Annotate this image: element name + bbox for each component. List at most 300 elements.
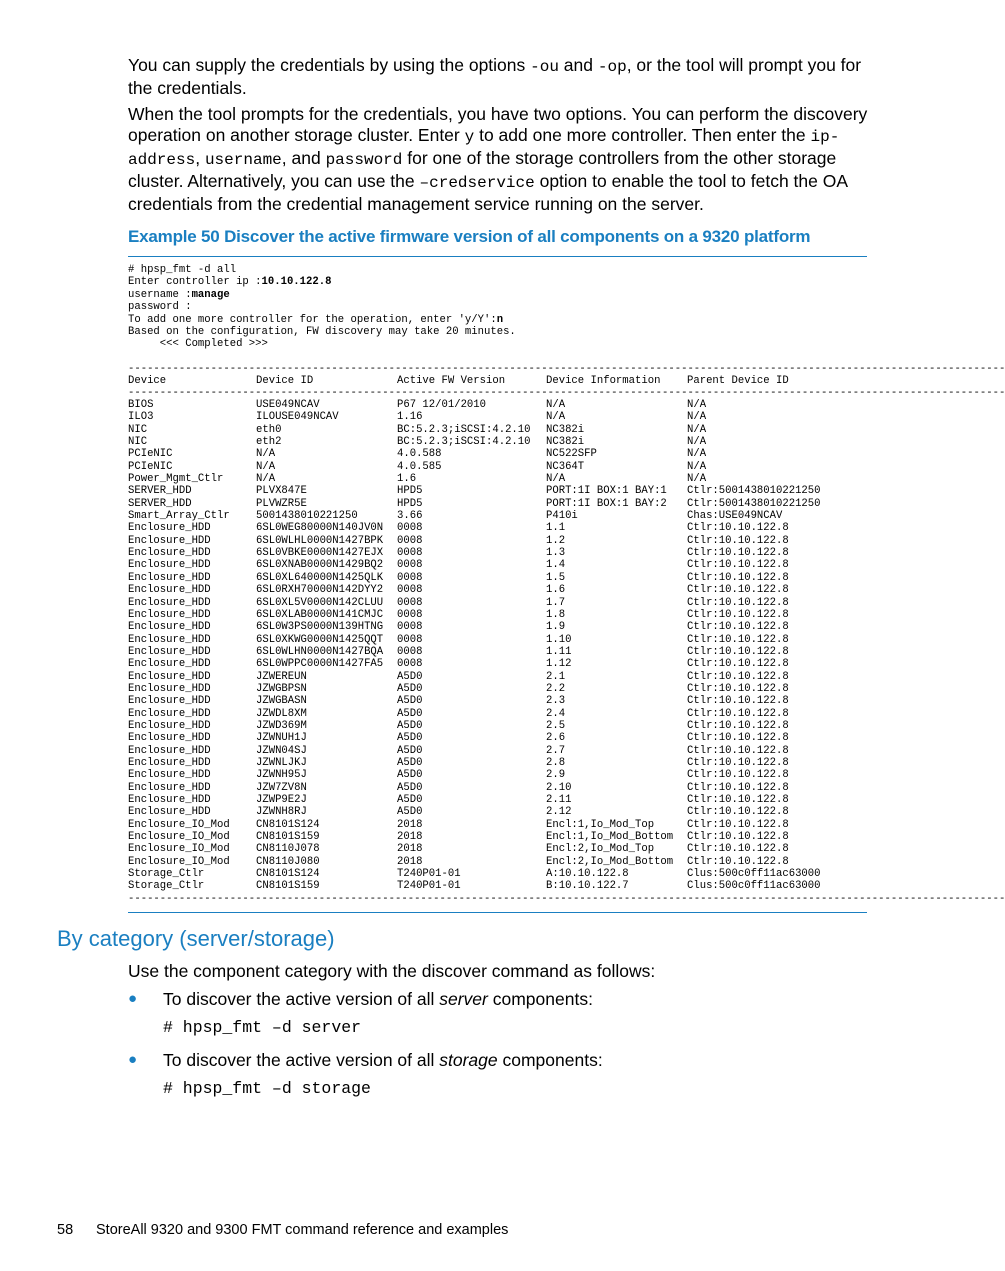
table-cell: N/A [687,436,707,449]
table-cell: Storage_Ctlr [128,880,205,893]
table-cell: 2.7 [546,744,566,757]
table-cell: 6SL0XL640000N1425QLK [256,571,384,584]
table-row [128,880,867,892]
table-row [128,658,867,670]
table-cell: 0008 [397,559,423,572]
table-row [128,535,867,547]
table-row [128,831,867,843]
table-cell: 0008 [397,547,423,560]
table-cell: Enclosure_HDD [128,559,211,572]
table-cell: A5D0 [397,806,423,819]
table-row [128,695,867,707]
table-cell: Encl:2,Io_Mod_Bottom [546,855,674,868]
table-cell: N/A [687,423,707,436]
table-row [128,547,867,559]
table-cell: Ctlr:10.10.122.8 [687,608,789,621]
table-row [128,597,867,609]
table-cell: Enclosure_IO_Mod [128,818,230,831]
table-cell: Enclosure_HDD [128,547,211,560]
table-cell: JZWGBPSN [256,682,307,695]
table-cell: Enclosure_HDD [128,744,211,757]
table-cell: 1.10 [546,633,572,646]
session-line: # hpsp_fmt -d all [128,264,237,276]
table-row [128,473,867,485]
table-row [128,683,867,695]
table-cell: N/A [687,411,707,424]
option-op: -op [597,58,627,76]
table-cell: Ctlr:10.10.122.8 [687,658,789,671]
table-cell: Ctlr:10.10.122.8 [687,621,789,634]
table-cell: Ctlr:10.10.122.8 [687,682,789,695]
table-cell: 1.12 [546,658,572,671]
session-line: <<< Completed >>> [128,338,268,351]
table-cell: 1.7 [546,596,566,609]
table-cell: Encl:1,Io_Mod_Bottom [546,831,674,844]
table-cell: Ctlr:10.10.122.8 [687,571,789,584]
table-cell: 2.8 [546,756,566,769]
table-cell: CN8101S159 [256,831,320,844]
table-cell: Ctlr:10.10.122.8 [687,719,789,732]
table-cell: 1.6 [546,584,566,597]
table-cell: 2.4 [546,707,566,720]
table-cell: 2018 [397,818,423,831]
table-cell: 2.11 [546,794,572,806]
emphasis: storage [439,1050,498,1070]
table-cell: Ctlr:10.10.122.8 [687,670,789,683]
column-header: Parent Device ID [687,375,789,387]
column-header: Device [128,375,167,387]
session-line [128,289,516,301]
table-cell: 1.16 [397,411,423,424]
table-cell: BC:5.2.3;iSCSI:4.2.10 [397,436,531,449]
table-cell: 0008 [397,571,423,584]
table-row [128,806,867,818]
table-cell: Ctlr:10.10.122.8 [687,744,789,757]
table-cell: USE049NCAV [256,399,320,411]
table-cell: NC382i [546,436,585,449]
table-cell: A5D0 [397,732,423,745]
table-cell: PCIeNIC [128,460,173,473]
table-row [128,646,867,658]
table-cell: Ctlr:10.10.122.8 [687,707,789,720]
table-cell: Encl:1,Io_Mod_Top [546,818,655,831]
table-row [128,794,867,806]
table-header [128,375,867,387]
page-number: 58 [57,1222,74,1238]
table-cell: 6SL0WLHL0000N1427BPK [256,534,384,547]
table-cell: A5D0 [397,769,423,782]
intro-paragraph-1 [128,55,870,99]
text-span: for one of the storage controllers from the other storage cluster. Alternatively, you can use the [128,148,837,191]
firmware-table [128,399,867,893]
table-cell: Ctlr:10.10.122.8 [687,596,789,609]
session-line: password : [128,301,192,314]
table-cell: 2.1 [546,670,566,683]
text-span: components: [487,989,593,1009]
table-row [128,769,867,781]
bullet-storage [163,1050,603,1071]
table-cell: 0008 [397,658,423,671]
table-row [128,720,867,732]
table-cell: 0008 [397,633,423,646]
table-cell: Power_Mgmt_Ctlr [128,473,224,486]
table-cell: Ctlr:10.10.122.8 [687,559,789,572]
code-ip-address: ip-address [128,128,840,169]
table-cell: CN8101S124 [256,868,320,881]
username-input-value: manage [191,288,230,301]
footer-text: StoreAll 9320 and 9300 FMT command reference and examples [96,1222,509,1238]
table-cell: Clus:500c0ff11ac63000 [687,868,821,881]
table-cell: CN8101S124 [256,818,320,831]
table-cell: Ctlr:10.10.122.8 [687,781,789,794]
table-cell: Enclosure_HDD [128,695,211,708]
example-title: Example 50 Discover the active firmware version of all components on a 9320 platform [128,227,811,246]
table-cell: NC522SFP [546,448,597,461]
table-cell: 2.3 [546,695,566,708]
code-y: y [464,128,475,146]
table-cell: Enclosure_HDD [128,794,211,806]
text-span: To add one more controller for the operation, enter 'y/Y': [128,313,497,326]
table-cell: P410i [546,510,578,523]
table-cell: Enclosure_HDD [128,608,211,621]
table-cell: 6SL0XNAB0000N1429BQ2 [256,559,384,572]
table-cell: Smart_Array_Ctlr [128,510,230,523]
table-cell: N/A [546,411,566,424]
table-cell: Ctlr:10.10.122.8 [687,645,789,658]
text-span: to add one more controller. Then enter the [474,125,811,145]
table-cell: JZWGBASN [256,695,307,708]
table-row [128,424,867,436]
table-cell: T240P01-01 [397,880,461,893]
table-cell: Encl:2,Io_Mod_Top [546,843,655,856]
table-row [128,559,867,571]
table-cell: Enclosure_IO_Mod [128,831,230,844]
emphasis: server [439,989,488,1009]
table-row [128,399,867,411]
table-cell: 2.12 [546,806,572,819]
ip-input-value: 10.10.122.8 [261,276,332,289]
table-separator-bottom: ------------------------------------------------------------------------------------------------------------------------------------------ [128,893,1005,905]
table-cell: Ctlr:10.10.122.8 [687,547,789,560]
table-cell: A5D0 [397,744,423,757]
table-cell: JZWNUH1J [256,732,307,745]
table-cell: PLVX847E [256,485,307,498]
table-cell: Ctlr:5001438010221250 [687,497,821,510]
table-separator-top: ------------------------------------------------------------------------------------------------------------------------------------------ [128,363,1005,375]
table-row [128,609,867,621]
table-cell: Ctlr:10.10.122.8 [687,633,789,646]
table-row [128,436,867,448]
table-cell: 6SL0W3PS0000N139HTNG [256,621,384,634]
table-cell: Enclosure_HDD [128,621,211,634]
table-cell: Ctlr:10.10.122.8 [687,806,789,819]
table-cell: 6SL0WPPC0000N1427FA5 [256,658,384,671]
session-line [128,314,516,326]
table-row [128,782,867,794]
table-cell: SERVER_HDD [128,497,192,510]
table-cell: Enclosure_HDD [128,682,211,695]
session-output [128,264,516,351]
table-cell: 2.6 [546,732,566,745]
table-cell: Enclosure_HDD [128,658,211,671]
table-cell: 1.1 [546,522,566,535]
table-cell: Ctlr:10.10.122.8 [687,584,789,597]
table-cell: eth2 [256,436,282,449]
table-cell: Enclosure_HDD [128,719,211,732]
table-cell: A5D0 [397,682,423,695]
table-cell: JZWDL8XM [256,707,307,720]
table-cell: A5D0 [397,781,423,794]
table-cell: 1.2 [546,534,566,547]
table-cell: 4.0.588 [397,448,442,461]
table-cell: 1.4 [546,559,566,572]
table-cell: 6SL0RXH70000N142DYY2 [256,584,384,597]
table-cell: Enclosure_HDD [128,781,211,794]
table-row [128,411,867,423]
table-cell: 6SL0XL5V0000N142CLUU [256,596,384,609]
table-cell: Enclosure_HDD [128,584,211,597]
table-cell: N/A [256,473,276,486]
table-cell: ILOUSE049NCAV [256,411,339,424]
table-row [128,485,867,497]
table-cell: 2.9 [546,769,566,782]
table-cell: Ctlr:10.10.122.8 [687,818,789,831]
command-storage: # hpsp_fmt –d storage [163,1079,371,1098]
table-row [128,522,867,534]
table-cell: JZWP9E2J [256,794,307,806]
table-cell: Enclosure_HDD [128,756,211,769]
text-span: components: [497,1050,603,1070]
table-row [128,634,867,646]
session-line [128,276,516,288]
text-span: When the tool prompts for the credentials, you have two options. You can perform the discovery operation on another storage cluster. Enter [128,104,868,145]
table-cell: A:10.10.122.8 [546,868,629,881]
table-cell: eth0 [256,423,282,436]
section-intro: Use the component category with the discover command as follows: [128,961,656,981]
table-row [128,461,867,473]
table-cell: A5D0 [397,707,423,720]
table-cell: 1.11 [546,645,572,658]
table-cell: A5D0 [397,794,423,806]
table-cell: Ctlr:10.10.122.8 [687,831,789,844]
example-top-rule [128,256,867,257]
table-cell: CN8110J078 [256,843,320,856]
text-span: , and [281,148,326,168]
session-line: Based on the configuration, FW discovery may take 20 minutes. [128,326,516,339]
table-cell: 2018 [397,855,423,868]
table-cell: A5D0 [397,670,423,683]
table-cell: JZWEREUN [256,670,307,683]
table-cell: JZW7ZV8N [256,781,307,794]
table-cell: Enclosure_HDD [128,732,211,745]
bullet-icon: ● [128,1052,138,1068]
option-ou: -ou [530,58,559,76]
text-span: , or the tool will prompt you for the credentials. [128,55,862,98]
table-cell: A5D0 [397,719,423,732]
table-cell: Enclosure_IO_Mod [128,843,230,856]
code-password: password [325,151,403,169]
table-cell: JZWD369M [256,719,307,732]
table-cell: 0008 [397,534,423,547]
table-cell: 0008 [397,608,423,621]
add-controller-answer: n [496,313,504,326]
table-cell: 6SL0WEG80000N140JV0N [256,522,384,535]
table-row [128,819,867,831]
table-cell: A5D0 [397,756,423,769]
table-cell: Enclosure_HDD [128,534,211,547]
table-cell: 2.5 [546,719,566,732]
table-cell: PCIeNIC [128,448,173,461]
table-cell: 0008 [397,522,423,535]
table-cell: NC364T [546,460,585,473]
table-cell: Ctlr:10.10.122.8 [687,843,789,856]
table-row [128,621,867,633]
table-separator-header: ------------------------------------------------------------------------------------------------------------------------------------------ [128,387,1005,399]
table-cell: Enclosure_HDD [128,522,211,535]
table-cell: 2.2 [546,682,566,695]
text-span: and [558,55,598,75]
table-cell: 6SL0XLAB0000N141CMJC [256,608,384,621]
table-cell: JZWNLJKJ [256,756,307,769]
column-header: Active FW Version [397,375,506,387]
column-header: Device Information [546,375,661,387]
table-cell: Ctlr:10.10.122.8 [687,769,789,782]
table-row [128,572,867,584]
table-cell: 2018 [397,831,423,844]
table-cell: 1.5 [546,571,566,584]
table-cell: A5D0 [397,695,423,708]
table-cell: Enclosure_HDD [128,645,211,658]
table-cell: N/A [256,448,276,461]
table-cell: PORT:1I BOX:1 BAY:1 [546,485,667,498]
table-cell: N/A [546,473,566,486]
table-cell: Ctlr:10.10.122.8 [687,522,789,535]
table-cell: N/A [256,460,276,473]
table-cell: CN8101S159 [256,880,320,893]
table-row [128,868,867,880]
table-cell: 0008 [397,621,423,634]
table-cell: JZWNH95J [256,769,307,782]
table-cell: B:10.10.122.7 [546,880,629,893]
table-cell: Enclosure_HDD [128,670,211,683]
intro-paragraph-2 [128,104,870,215]
table-cell: Ctlr:10.10.122.8 [687,732,789,745]
table-cell: Enclosure_IO_Mod [128,855,230,868]
table-cell: 1.8 [546,608,566,621]
table-cell: Enclosure_HDD [128,707,211,720]
table-cell: N/A [687,460,707,473]
table-cell: Ctlr:10.10.122.8 [687,855,789,868]
table-cell: 6SL0WLHN0000N1427BQA [256,645,384,658]
table-cell: Ctlr:10.10.122.8 [687,756,789,769]
table-cell: 0008 [397,645,423,658]
table-row [128,757,867,769]
table-cell: NIC [128,436,148,449]
table-row [128,448,867,460]
table-cell: Ctlr:10.10.122.8 [687,534,789,547]
text-span: option to enable the tool to fetch the OA credentials from the credential management service running on the server. [128,171,848,214]
table-cell: BC:5.2.3;iSCSI:4.2.10 [397,423,531,436]
table-cell: 6SL0XKWG0000N1425QQT [256,633,384,646]
table-cell: SERVER_HDD [128,485,192,498]
table-cell: CN8110J080 [256,855,320,868]
table-cell: BIOS [128,399,154,411]
table-cell: 3.66 [397,510,423,523]
text-span: Enter controller ip : [128,276,262,289]
table-row [128,498,867,510]
text-span: To discover the active version of all [163,1050,440,1070]
table-row [128,843,867,855]
table-cell: HPD5 [397,485,423,498]
table-cell: 2.10 [546,781,572,794]
text-span: To discover the active version of all [163,989,440,1009]
table-cell: Ctlr:10.10.122.8 [687,695,789,708]
table-row [128,708,867,720]
table-cell: NIC [128,423,148,436]
table-cell: JZWNH8RJ [256,806,307,819]
table-cell: Chas:USE049NCAV [687,510,783,523]
table-cell: 1.3 [546,547,566,560]
table-cell: 0008 [397,596,423,609]
column-header: Device ID [256,375,314,387]
table-cell: 4.0.585 [397,460,442,473]
table-cell: N/A [687,473,707,486]
table-cell: 6SL0VBKE0000N1427EJX [256,547,384,560]
table-cell: T240P01-01 [397,868,461,881]
example-bottom-rule [128,912,867,913]
table-row [128,671,867,683]
table-cell: JZWN04SJ [256,744,307,757]
table-row [128,745,867,757]
table-row [128,584,867,596]
command-server: # hpsp_fmt –d server [163,1018,362,1037]
table-cell: 2018 [397,843,423,856]
table-cell: Storage_Ctlr [128,868,205,881]
text-span: , [195,148,205,168]
table-cell: N/A [687,448,707,461]
code-credservice: –credservice [419,174,535,192]
table-cell: Enclosure_HDD [128,596,211,609]
table-row [128,732,867,744]
table-cell: N/A [546,399,566,411]
section-title: By category (server/storage) [57,926,335,951]
table-cell: Ctlr:10.10.122.8 [687,794,789,806]
table-cell: N/A [687,399,707,411]
table-cell: Enclosure_HDD [128,633,211,646]
table-cell: Clus:500c0ff11ac63000 [687,880,821,893]
table-cell: 5001438010221250 [256,510,358,523]
table-row [128,856,867,868]
table-cell: Enclosure_HDD [128,806,211,819]
code-username: username [204,151,282,169]
text-span: You can supply the credentials by using the options [128,55,531,75]
table-row [128,510,867,522]
table-cell: P67 12/01/2010 [397,399,487,411]
table-cell: PORT:1I BOX:1 BAY:2 [546,497,667,510]
table-cell: NC382i [546,423,585,436]
table-cell: 1.9 [546,621,566,634]
table-cell: Ctlr:5001438010221250 [687,485,821,498]
table-cell: Enclosure_HDD [128,571,211,584]
text-span: username : [128,288,192,301]
bullet-server [163,989,593,1010]
bullet-icon: ● [128,991,138,1007]
table-cell: 1.6 [397,473,417,486]
table-cell: 0008 [397,584,423,597]
table-cell: PLVWZR5E [256,497,307,510]
table-cell: Enclosure_HDD [128,769,211,782]
table-cell: ILO3 [128,411,154,424]
